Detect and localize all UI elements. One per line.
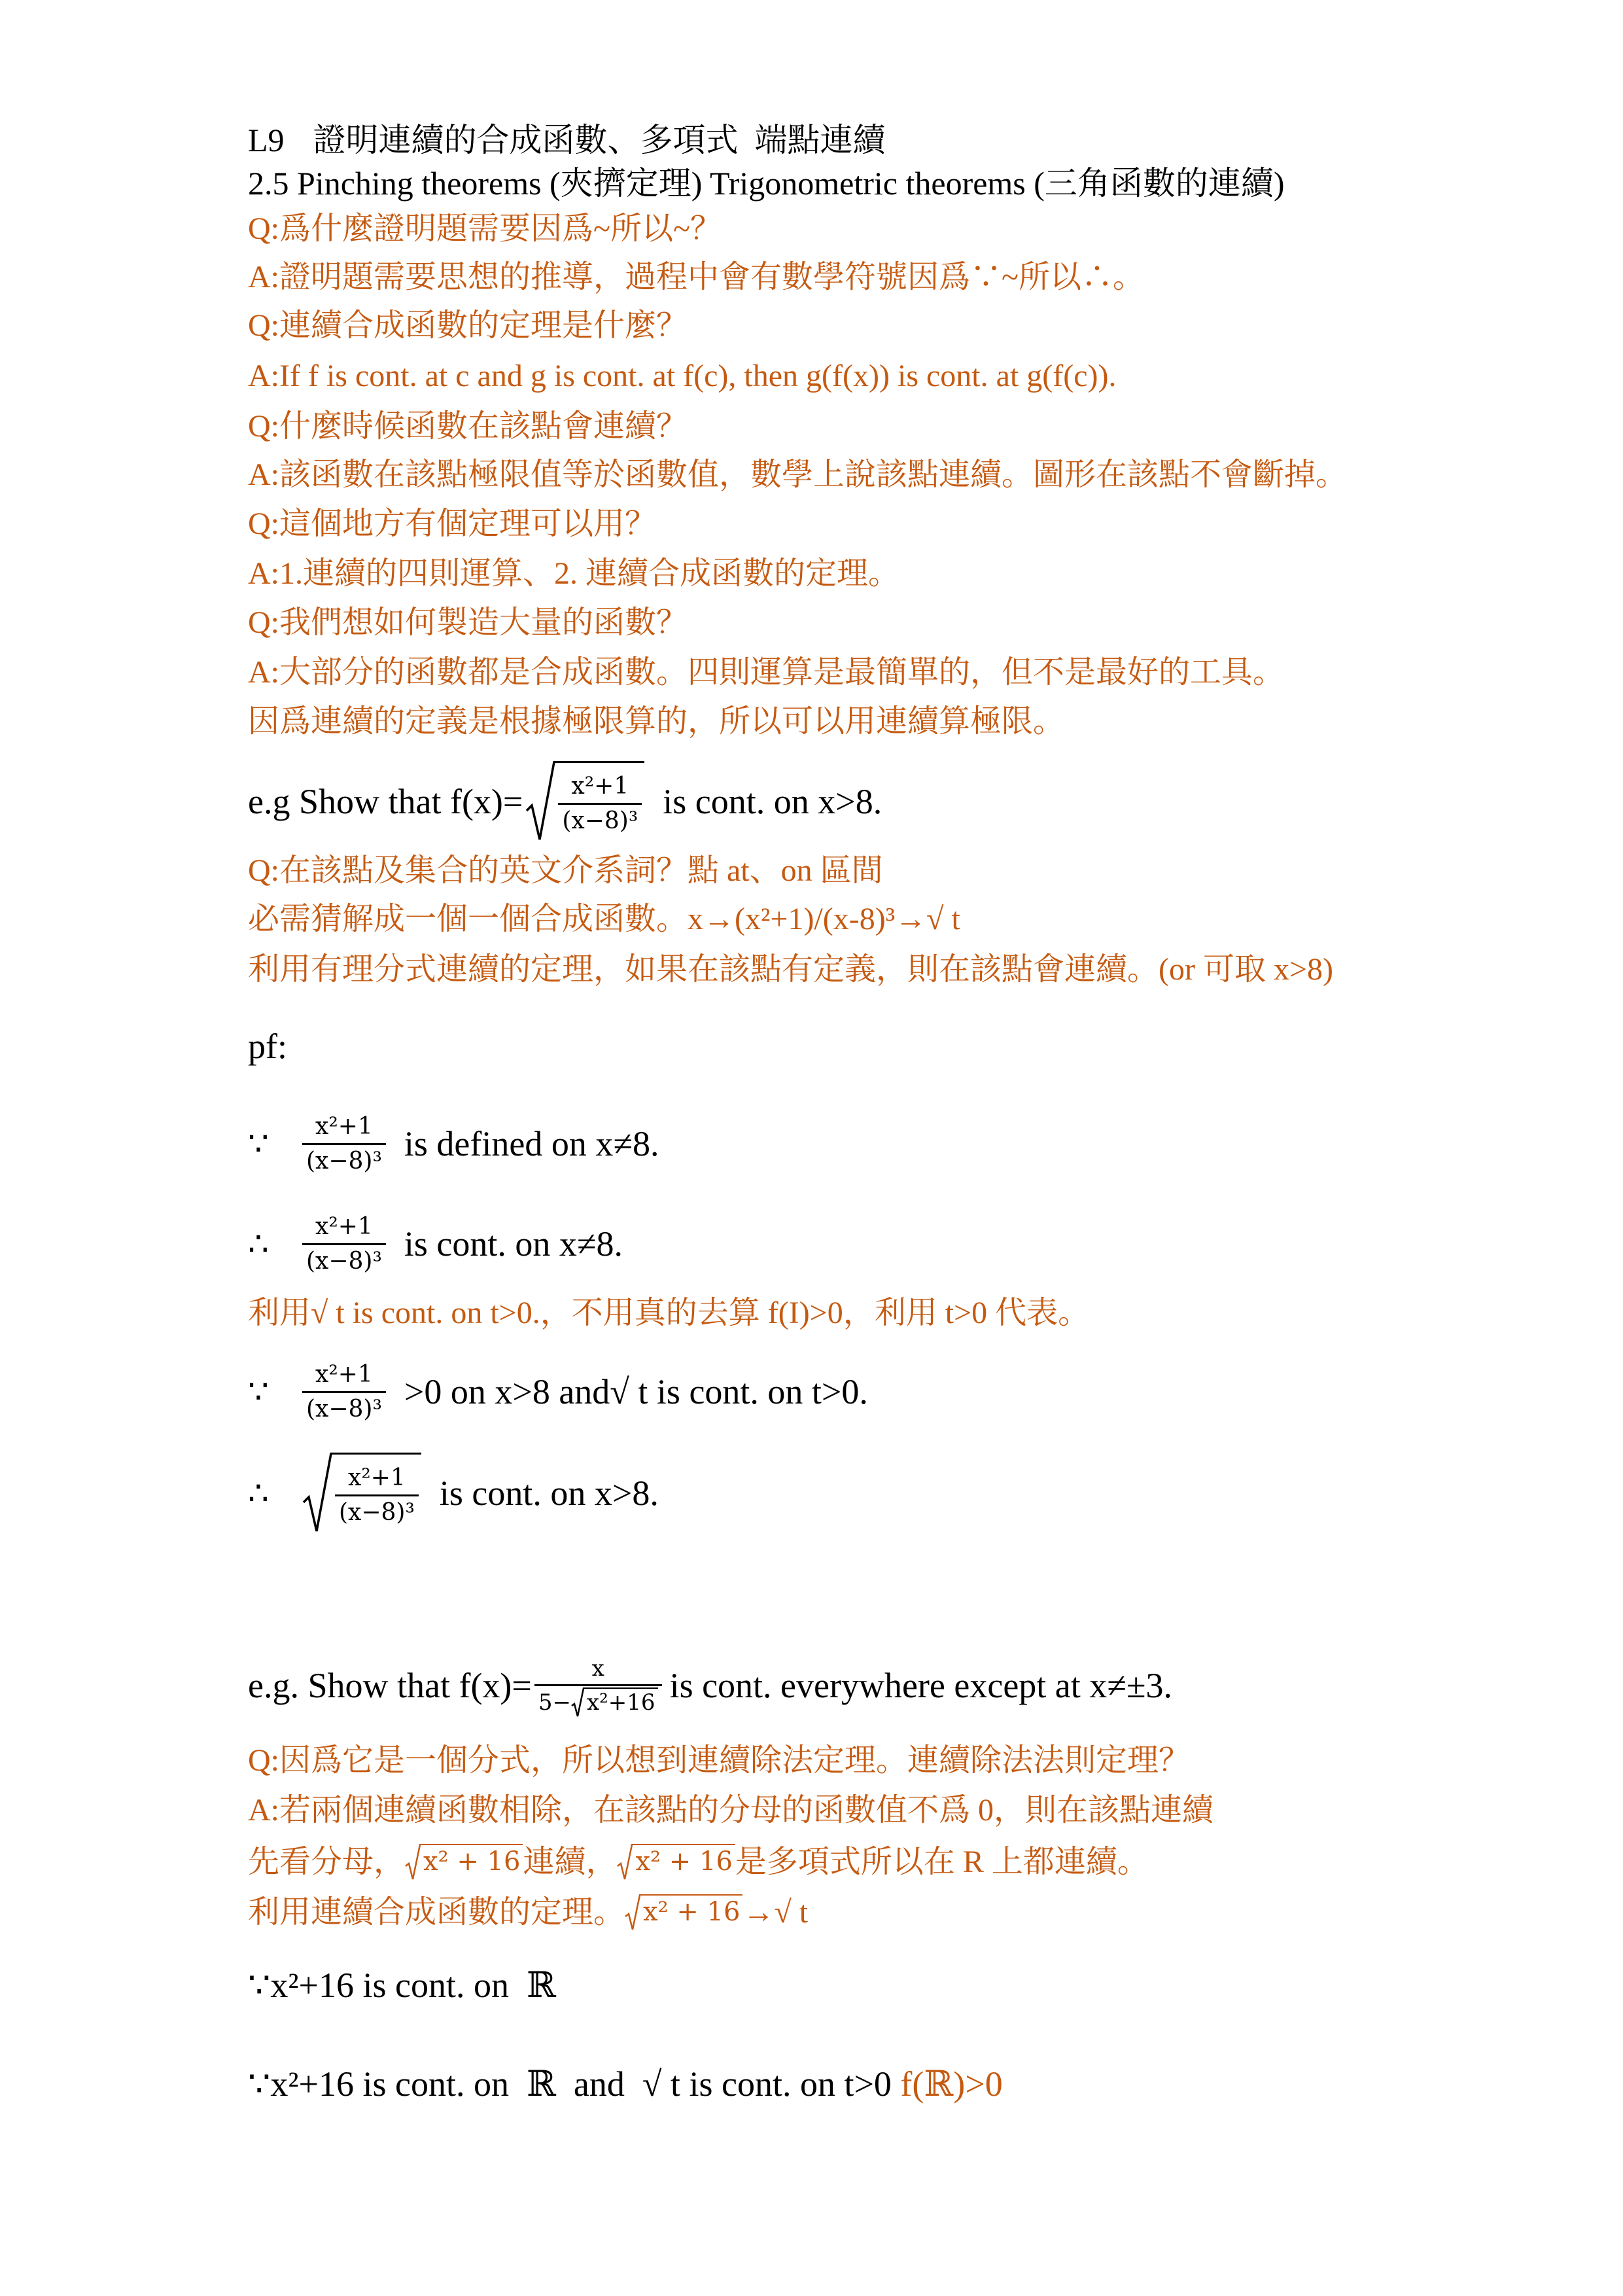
note-text: 利用連續合成函數的定理。 [248,1895,625,1930]
proof-step-text: is cont. on x≠8. [404,1224,623,1263]
because-symbol: ∵ [248,1125,269,1163]
fraction-numerator: x²+1 [315,1360,373,1388]
radicand [555,761,644,842]
fraction-denominator [534,1684,662,1718]
note-line: A:若兩個連續函數相除，在該點的分母的函數值不爲 0，則在該點連續 [248,1793,1214,1828]
example-2-step-1: ∵x²+16 is cont. on ℝ [248,1966,556,2005]
radicand: x² + 16 [640,1894,742,1928]
fraction [302,1212,386,1277]
fraction [335,1463,419,1528]
radical-sign [617,1844,633,1881]
radical-sign [525,761,555,842]
proof-step-4 [248,1451,659,1536]
qa-line: A:If f is cont. at c and g is cont. at f(c), then g(f(x)) is cont. at g(f(c)). [248,359,1117,393]
denominator-note [248,1843,1149,1882]
note-text: 先看分母， [248,1845,406,1879]
fraction-denominator: (x−8)³ [302,1243,386,1277]
note-text: 連續， [523,1845,618,1879]
qa-line: Q:連續合成函數的定理是什麼？ [248,308,688,343]
proof-step-3 [248,1356,868,1428]
fraction-numerator: x²+1 [571,773,629,800]
fraction-denominator: (x−8)³ [558,803,642,836]
proof-step-text: >0 on x>8 and√ t is cont. on t>0. [404,1372,868,1411]
note-line: 利用有理分式連續的定理，如果在該點有定義，則在該點會連續。(or 可取 x>8) [248,952,1334,987]
fraction-numerator: x²+1 [315,1212,373,1240]
note-text: 是多項式所以在 R 上都連續。 [735,1845,1149,1879]
qa-line: Q:我們想如何製造大量的函數？ [248,605,688,640]
composition-note [248,1893,808,1932]
square-root-expression [525,761,644,842]
proof-step-1 [248,1108,659,1180]
fraction [302,1360,386,1424]
note-line: Q:在該點及集合的英文介系詞？點 at、on 區間 [248,853,883,888]
radical-sign [405,1844,421,1881]
lesson-number: L9 [248,122,285,158]
qa-line: 因爲連續的定義是根據極限算的，所以可以用連續算極限。 [248,704,1065,739]
proof-step-text: is defined on x≠8. [404,1124,659,1163]
proof-step-2 [248,1208,623,1280]
denominator-constant: 5− [538,1689,571,1716]
radicand [332,1453,421,1534]
fraction [534,1654,662,1718]
fraction-numerator: x [591,1655,604,1682]
example-2-statement [248,1650,1172,1722]
lesson-heading [248,120,886,160]
qa-line: A:該函數在該點極限值等於函數值，數學上說該點連續。圖形在該點不會斷掉。 [248,457,1348,492]
square-root-expression [571,1687,658,1718]
therefore-symbol: ∴ [248,1474,269,1512]
fraction-numerator: x²+1 [348,1464,406,1491]
therefore-symbol: ∴ [248,1225,269,1263]
square-root-expression [405,1844,523,1881]
qa-line: Q:爲什麼證明題需要因爲~所以~？ [248,211,722,246]
note-line: 必需猜解成一個一個合成函數。x→(x²+1)/(x-8)³→√ t [248,902,960,936]
fraction-denominator: (x−8)³ [335,1494,419,1528]
square-root-expression [625,1894,742,1931]
example-1-statement [248,759,882,844]
qa-line: Q:這個地方有個定理可以用？ [248,506,657,541]
example-2-prefix: e.g. Show that f(x)= [248,1666,532,1705]
fraction-denominator: (x−8)³ [302,1391,386,1424]
note-line: 利用√ t is cont. on t>0.，不用真的去算 f(I)>0，利用 t>0 代表。 [248,1296,1090,1330]
step-text: ∵x²+16 is cont. on ℝ and √ t is cont. on t>0 [248,2064,892,2104]
qa-line: A:1.連續的四則運算、2. 連續合成函數的定理。 [248,556,900,591]
radicand: x² + 16 [633,1844,735,1878]
example-1-prefix: e.g Show that f(x)= [248,782,523,821]
qa-line: A:大部分的函數都是合成函數。四則運算是最簡單的，但不是最好的工具。 [248,655,1285,690]
section-heading: 2.5 Pinching theorems (夾擠定理) Trigonometric theorems (三角函數的連續) [248,165,1285,202]
example-1-suffix: is cont. on x>8. [663,782,882,821]
square-root-expression [617,1844,735,1881]
note-text: →√ t [742,1895,809,1930]
proof-step-text: is cont. on x>8. [439,1474,659,1513]
fraction-numerator: x²+1 [315,1112,373,1140]
square-root-expression [302,1453,421,1534]
because-symbol: ∵ [248,1373,269,1411]
radical-sign [625,1894,640,1931]
note-line: Q:因爲它是一個分式，所以想到連續除法定理。連續除法法則定理？ [248,1743,1191,1778]
example-2-step-2 [248,2064,1003,2104]
fraction [302,1112,386,1176]
radical-sign [302,1453,332,1534]
example-2-suffix: is cont. everywhere except at x≠±3. [669,1666,1173,1705]
qa-line: A:證明題需要思想的推導，過程中會有數學符號因爲∵~所以∴。 [248,260,1144,294]
fraction [558,771,642,836]
lesson-topic: 證明連續的合成函數、多項式 端點連續 [313,122,886,158]
proof-label: pf: [248,1027,287,1066]
qa-line: Q:什麼時候函數在該點會連續？ [248,409,688,444]
step-annotation: f(ℝ)>0 [891,2064,1003,2104]
radicand: x²+16 [584,1687,658,1716]
radical-sign [571,1687,584,1718]
fraction-denominator: (x−8)³ [302,1143,386,1176]
radicand: x² + 16 [421,1844,523,1878]
